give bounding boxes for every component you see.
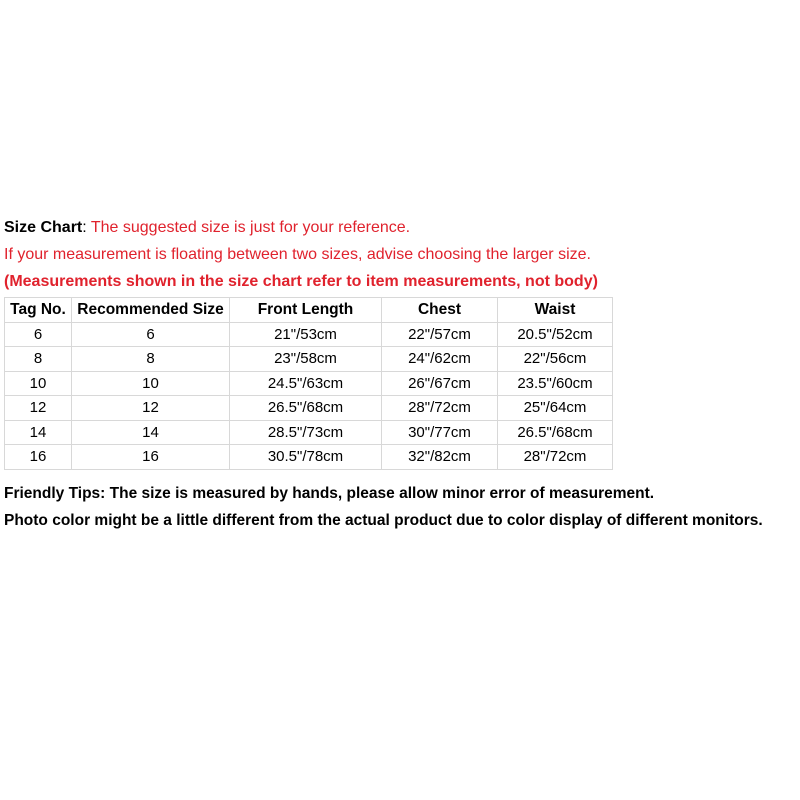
cell-waist: 28"/72cm xyxy=(498,445,613,470)
cell-recommended-size: 16 xyxy=(72,445,230,470)
cell-recommended-size: 8 xyxy=(72,347,230,372)
column-header-tag-no: Tag No. xyxy=(5,298,72,323)
size-chart-separator: : xyxy=(82,219,91,236)
table-row xyxy=(5,445,613,470)
cell-tag-no: 6 xyxy=(5,322,72,347)
size-chart-label: Size Chart xyxy=(4,219,83,236)
size-chart-heading-line xyxy=(4,214,798,241)
column-header-front-length: Front Length xyxy=(230,298,382,323)
size-chart-document xyxy=(4,214,798,534)
cell-chest: 24"/62cm xyxy=(382,347,498,372)
cell-chest: 28"/72cm xyxy=(382,396,498,421)
cell-tag-no: 12 xyxy=(5,396,72,421)
cell-waist: 20.5"/52cm xyxy=(498,322,613,347)
cell-front-length: 24.5"/63cm xyxy=(230,371,382,396)
table-row xyxy=(5,420,613,445)
cell-tag-no: 10 xyxy=(5,371,72,396)
reference-note: The suggested size is just for your reference. xyxy=(90,219,411,236)
cell-front-length: 30.5"/78cm xyxy=(230,445,382,470)
cell-chest: 32"/82cm xyxy=(382,445,498,470)
friendly-tips xyxy=(4,480,798,534)
size-table xyxy=(4,297,613,470)
cell-front-length: 23"/58cm xyxy=(230,347,382,372)
cell-recommended-size: 12 xyxy=(72,396,230,421)
cell-recommended-size: 10 xyxy=(72,371,230,396)
table-row xyxy=(5,396,613,421)
table-row xyxy=(5,322,613,347)
column-header-waist: Waist xyxy=(498,298,613,323)
cell-waist: 22"/56cm xyxy=(498,347,613,372)
table-row xyxy=(5,371,613,396)
table-row xyxy=(5,347,613,372)
cell-front-length: 26.5"/68cm xyxy=(230,396,382,421)
cell-recommended-size: 6 xyxy=(72,322,230,347)
cell-recommended-size: 14 xyxy=(72,420,230,445)
cell-waist: 25"/64cm xyxy=(498,396,613,421)
cell-waist: 26.5"/68cm xyxy=(498,420,613,445)
cell-chest: 26"/67cm xyxy=(382,371,498,396)
table-header-row xyxy=(5,298,613,323)
cell-front-length: 28.5"/73cm xyxy=(230,420,382,445)
cell-front-length: 21"/53cm xyxy=(230,322,382,347)
cell-tag-no: 8 xyxy=(5,347,72,372)
cell-tag-no: 14 xyxy=(5,420,72,445)
column-header-recommended-size: Recommended Size xyxy=(72,298,230,323)
cell-chest: 22"/57cm xyxy=(382,322,498,347)
advice-note: If your measurement is floating between two sizes, advise choosing the larger size. xyxy=(4,246,591,263)
tips-line-photo-color: Photo color might be a little different from the actual product due to color display of different monitors. xyxy=(4,511,763,529)
cell-tag-no: 16 xyxy=(5,445,72,470)
column-header-chest: Chest xyxy=(382,298,498,323)
cell-waist: 23.5"/60cm xyxy=(498,371,613,396)
tips-line-measurement: Friendly Tips: The size is measured by hands, please allow minor error of measurement. xyxy=(4,484,655,502)
cell-chest: 30"/77cm xyxy=(382,420,498,445)
measurement-note: (Measurements shown in the size chart refer to item measurements, not body) xyxy=(4,273,598,290)
